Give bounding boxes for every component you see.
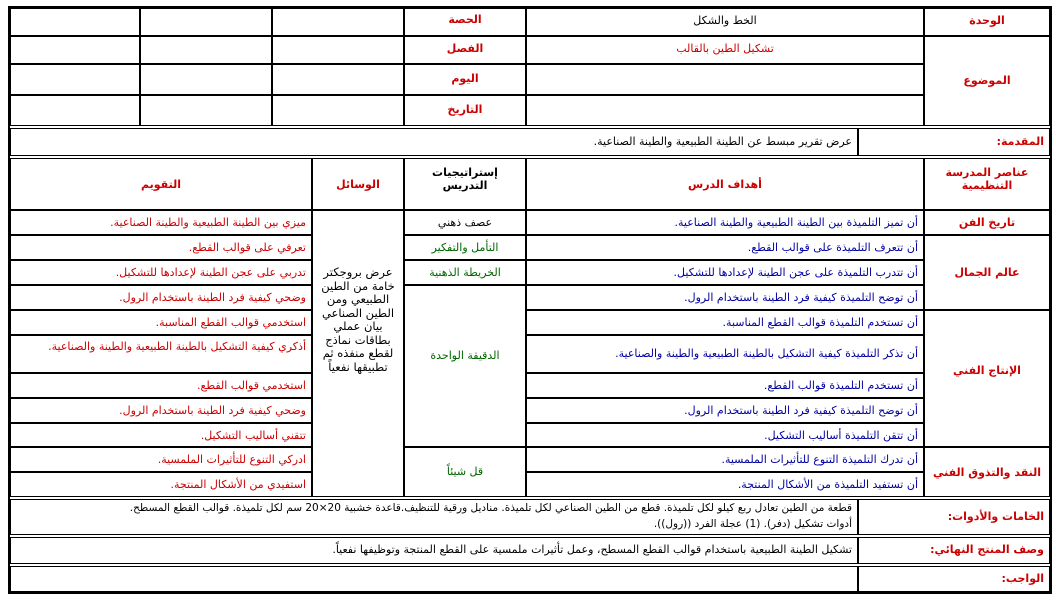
evaluation-text: تدربي على عجن الطينة لإعدادها للتشكيل. bbox=[115, 266, 306, 279]
tools-text: عرض بروجكتر خامة من الطين الطبيعي ومن الطين الصناعي بيان عملي بطاقات نماذج لقطع منفذه ثم تطبيقها نفعياً bbox=[321, 265, 395, 374]
date-label: التاريخ bbox=[447, 103, 483, 116]
class-label: الحصة bbox=[448, 13, 482, 26]
header-empty-c2 bbox=[140, 64, 272, 95]
objective-text: أن توضح التلميذة كيفية فرد الطينة باستخدام الرول. bbox=[684, 291, 918, 304]
header-empty-b2 bbox=[140, 36, 272, 64]
blank-cell-2 bbox=[526, 95, 924, 126]
header-empty-a2 bbox=[140, 8, 272, 36]
evaluation-text: أذكري كيفية التشكيل بالطينة الطبيعية والطينة والصناعية. bbox=[48, 340, 306, 353]
evaluation-text: وضحي كيفية فرد الطينة باستخدام الرول. bbox=[119, 291, 306, 304]
strategy-one-minute-cell bbox=[404, 285, 526, 447]
element-production-cell bbox=[924, 310, 1050, 447]
col-objectives: أهداف الدرس bbox=[688, 178, 762, 191]
col-strategies: إستراتيجيات التدريس bbox=[432, 166, 498, 192]
strategy-say-something: قل شيئاً bbox=[446, 465, 484, 478]
header-empty-d2 bbox=[140, 95, 272, 126]
homework-text-cell bbox=[10, 566, 858, 592]
header-empty-c1 bbox=[272, 64, 404, 95]
topic-value: تشكيل الطين بالقالب bbox=[676, 42, 774, 55]
col-tools: الوسائل bbox=[336, 178, 380, 191]
objective-text: أن تذكر التلميذة كيفية التشكيل بالطينة الطبيعية والطينة والصناعية. bbox=[615, 347, 918, 360]
header-empty-d1 bbox=[272, 95, 404, 126]
objective-text: أن تستخدم التلميذة قوالب القطع. bbox=[763, 379, 918, 392]
objective-text: أن تميز التلميذة بين الطينة الطبيعية والطينة الصناعية. bbox=[674, 216, 918, 229]
evaluation-text: تتقني أساليب التشكيل. bbox=[200, 429, 306, 442]
intro-label: المقدمة: bbox=[996, 135, 1044, 148]
objective-text: أن تتعرف التلميذة على قوالب القطع. bbox=[747, 241, 918, 254]
evaluation-text: استفيدي من الأشكال المنتجة. bbox=[170, 478, 306, 491]
term-label: الفصل bbox=[446, 42, 484, 55]
element-aesthetics: عالم الجمال bbox=[954, 266, 1020, 279]
materials-line-1: قطعة من الطين تعادل ربع كيلو لكل تلميذة. قطع من الطين الصناعي لكل تلميذة. مناديل ورقية للتنظيف.قاعدة خشبية 20×20 سم لكل تلميذة. قوالب القطع المسطح. bbox=[129, 502, 852, 514]
strategy-brainstorm: عصف ذهني bbox=[437, 216, 493, 229]
header-empty-b3 bbox=[10, 36, 140, 64]
materials-line-2: أدوات تشكيل (دفر). (1) عجلة الفرد ((رول)). bbox=[653, 518, 852, 530]
element-criticism: النقد والتذوق الفني bbox=[932, 466, 1041, 479]
homework-label: الواجب: bbox=[1001, 572, 1044, 585]
col-elements: عناصر المدرسة التنظيمية bbox=[945, 166, 1029, 192]
intro-text: عرض تقرير مبسط عن الطينة الطبيعية والطينة الصناعية. bbox=[593, 135, 852, 148]
objective-text: أن تتدرب التلميذة على عجن الطينة لإعدادها للتشكيل. bbox=[673, 266, 918, 279]
strategy-mindmap: الخريطة الذهنية bbox=[429, 266, 501, 279]
col-evaluation: التقويم bbox=[141, 178, 181, 191]
element-production: الإنتاج الفني bbox=[953, 364, 1021, 377]
unit-value: الخط والشكل bbox=[693, 14, 757, 27]
final-product-text: تشكيل الطينة الطبيعية باستخدام قوالب القطع المسطح، وعمل تأثيرات ملمسية على القطع المنتجة وتوظيفها نفعياً. bbox=[332, 543, 852, 556]
header-empty-c3 bbox=[10, 64, 140, 95]
strategy-reflection: التأمل والتفكير bbox=[431, 241, 499, 254]
evaluation-text: تعرفي على قوالب القطع. bbox=[188, 241, 306, 254]
day-label: اليوم bbox=[451, 72, 479, 85]
header-empty-a3 bbox=[10, 8, 140, 36]
evaluation-text: استخدمي قوالب القطع. bbox=[196, 379, 306, 392]
objective-text: أن تستخدم التلميذة قوالب القطع المناسبة. bbox=[722, 316, 918, 329]
blank-cell-1 bbox=[526, 64, 924, 95]
header-empty-a1 bbox=[272, 8, 404, 36]
objective-text: أن توضح التلميذة كيفية فرد الطينة باستخدام الرول. bbox=[684, 404, 918, 417]
header-empty-d3 bbox=[10, 95, 140, 126]
element-art-history: تاريخ الفن bbox=[958, 216, 1016, 229]
evaluation-text: وضحي كيفية فرد الطينة باستخدام الرول. bbox=[119, 404, 306, 417]
evaluation-text: استخدمي قوالب القطع المناسبة. bbox=[155, 316, 306, 329]
unit-label: الوحدة bbox=[969, 14, 1005, 27]
evaluation-text: ادركي التنوع للتأثيرات الملمسية. bbox=[157, 453, 306, 466]
strategy-one-minute: الدقيقة الواحدة bbox=[430, 349, 500, 362]
objective-text: أن تتقن التلميذة أساليب التشكيل. bbox=[764, 429, 918, 442]
topic-label: الموضوع bbox=[963, 74, 1011, 87]
objective-text: أن تستفيد التلميذة من الأشكال المنتجة. bbox=[737, 478, 918, 491]
objective-text: أن تدرك التلميذة التنوع للتأثيرات الملمسية. bbox=[721, 453, 918, 466]
evaluation-text: ميزي بين الطينة الطبيعية والطينة الصناعية. bbox=[110, 216, 306, 229]
materials-label: الخامات والأدوات: bbox=[947, 510, 1044, 523]
final-product-label: وصف المنتج النهائي: bbox=[930, 543, 1044, 556]
header-empty-b1 bbox=[272, 36, 404, 64]
